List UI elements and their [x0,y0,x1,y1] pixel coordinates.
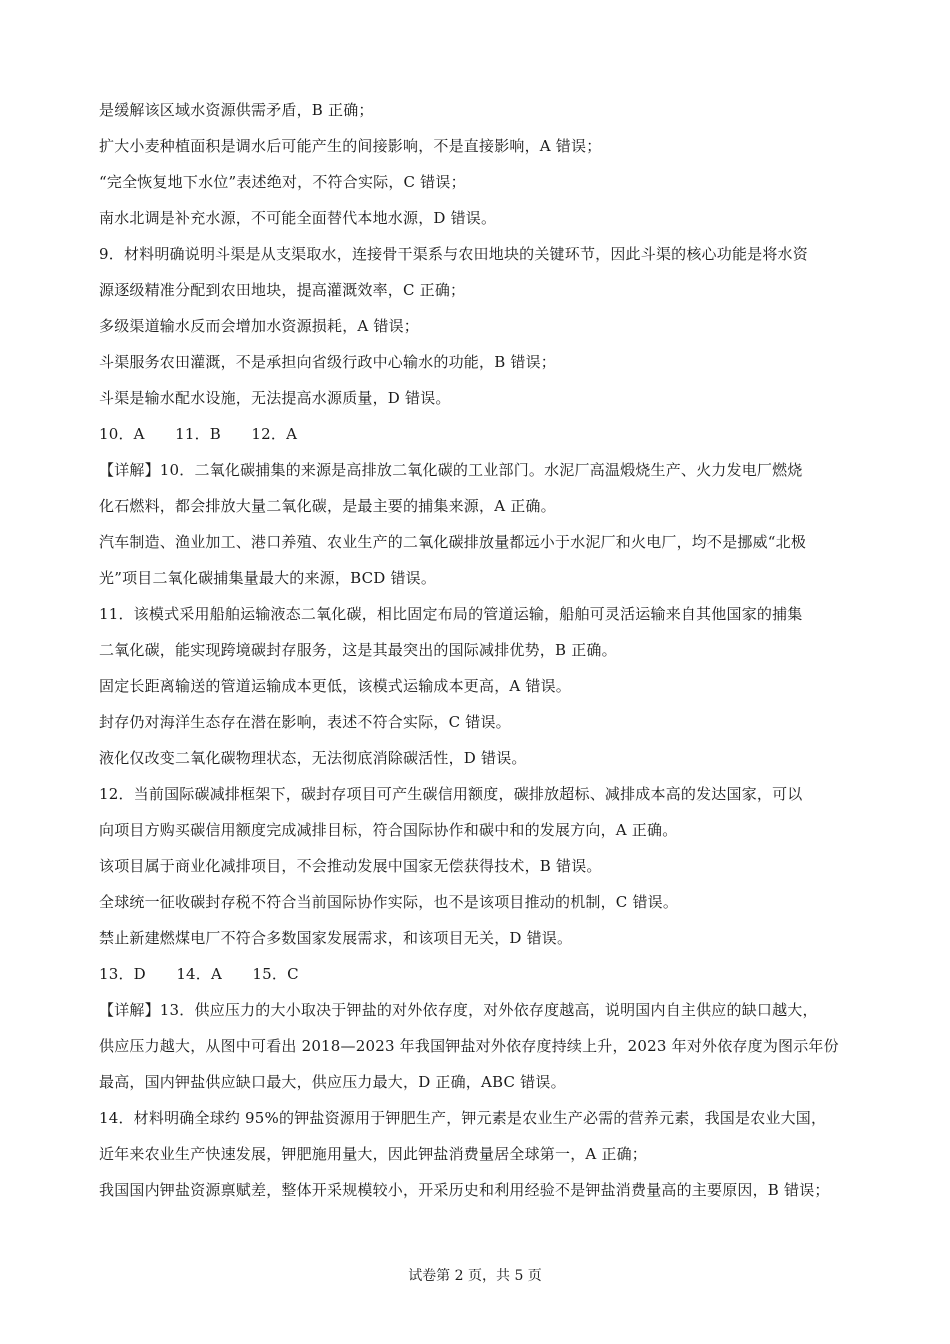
text-line: 11．该模式采用船舶运输液态二氧化碳，相比固定布局的管道运输，船舶可灵活运输来自其他国家的捕集 [99,605,803,623]
page-footer: 试卷第 2 页，共 5 页 [408,1268,542,1284]
text-line: 该项目属于商业化减排项目，不会推动发展中国家无偿获得技术，B 错误。 [99,857,602,875]
text-line: 二氧化碳，能实现跨境碳封存服务，这是其最突出的国际减排优势，B 正确。 [99,641,617,659]
text-line: 【详解】13．供应压力的大小取决于钾盐的对外依存度，对外依存度越高，说明国内自主供应的缺口越大， [99,1001,818,1019]
text-line: 斗渠服务农田灌溉，不是承担向省级行政中心输水的功能，B 错误； [99,353,556,371]
text-line: 多级渠道输水反而会增加水资源损耗，A 错误； [99,317,420,335]
text-line: 9．材料明确说明斗渠是从支渠取水，连接骨干渠系与农田地块的关键环节，因此斗渠的核心功能是将水资 [99,245,808,263]
answer-key-line: 13．D 14．A 15．C [99,965,299,983]
text-line: 供应压力越大，从图中可看出 2018—2023 年我国钾盐对外依存度持续上升，2023 年对外依存度为图示年份 [99,1037,839,1055]
text-line: 液化仅改变二氧化碳物理状态，无法彻底消除碳活性，D 错误。 [99,749,527,767]
text-line: 光”项目二氧化碳捕集量最大的来源，BCD 错误。 [99,569,437,587]
text-line: 近年来农业生产快速发展，钾肥施用量大，因此钾盐消费量居全球第一，A 正确； [99,1145,648,1163]
text-line: 向项目方购买碳信用额度完成减排目标，符合国际协作和碳中和的发展方向，A 正确。 [99,821,678,839]
text-line: 南水北调是补充水源，不可能全面替代本地水源，D 错误。 [99,209,497,227]
text-line: 封存仍对海洋生态存在潜在影响，表述不符合实际，C 错误。 [99,713,511,731]
text-line: 源逐级精准分配到农田地块，提高灌溉效率，C 正确； [99,281,466,299]
text-line: 扩大小麦种植面积是调水后可能产生的间接影响，不是直接影响，A 错误； [99,137,602,155]
text-line: 【详解】10．二氧化碳捕集的来源是高排放二氧化碳的工业部门。水泥厂高温煅烧生产、火力发电厂燃烧 [99,461,803,479]
answer-explanation-text [99,92,859,1208]
text-line: 斗渠是输水配水设施，无法提高水源质量，D 错误。 [99,389,451,407]
text-line: 固定长距离输送的管道运输成本更低，该模式运输成本更高，A 错误。 [99,677,572,695]
text-line: “完全恢复地下水位”表述绝对，不符合实际，C 错误； [99,173,466,191]
text-line: 是缓解该区域水资源供需矛盾，B 正确； [99,101,374,119]
text-line: 14．材料明确全球约 95%的钾盐资源用于钾肥生产，钾元素是农业生产必需的营养元素，我国是农业大国， [99,1109,827,1127]
answer-key-line: 10．A 11．B 12．A [99,425,298,443]
text-line: 汽车制造、渔业加工、港口养殖、农业生产的二氧化碳排放量都远小于水泥厂和火电厂，均不是挪威“北极 [99,533,807,551]
text-line: 禁止新建燃煤电厂不符合多数国家发展需求，和该项目无关，D 错误。 [99,929,573,947]
text-line: 化石燃料，都会排放大量二氧化碳，是最主要的捕集来源，A 正确。 [99,497,556,515]
text-line: 我国国内钾盐资源禀赋差，整体开采规模较小，开采历史和利用经验不是钾盐消费量高的主要原因，B 错误； [99,1181,830,1199]
text-line: 最高，国内钾盐供应缺口最大，供应压力最大，D 正确，ABC 错误。 [99,1073,566,1091]
text-line: 12．当前国际碳减排框架下，碳封存项目可产生碳信用额度，碳排放超标、减排成本高的发达国家，可以 [99,785,803,803]
text-line: 全球统一征收碳封存税不符合当前国际协作实际，也不是该项目推动的机制，C 错误。 [99,893,679,911]
